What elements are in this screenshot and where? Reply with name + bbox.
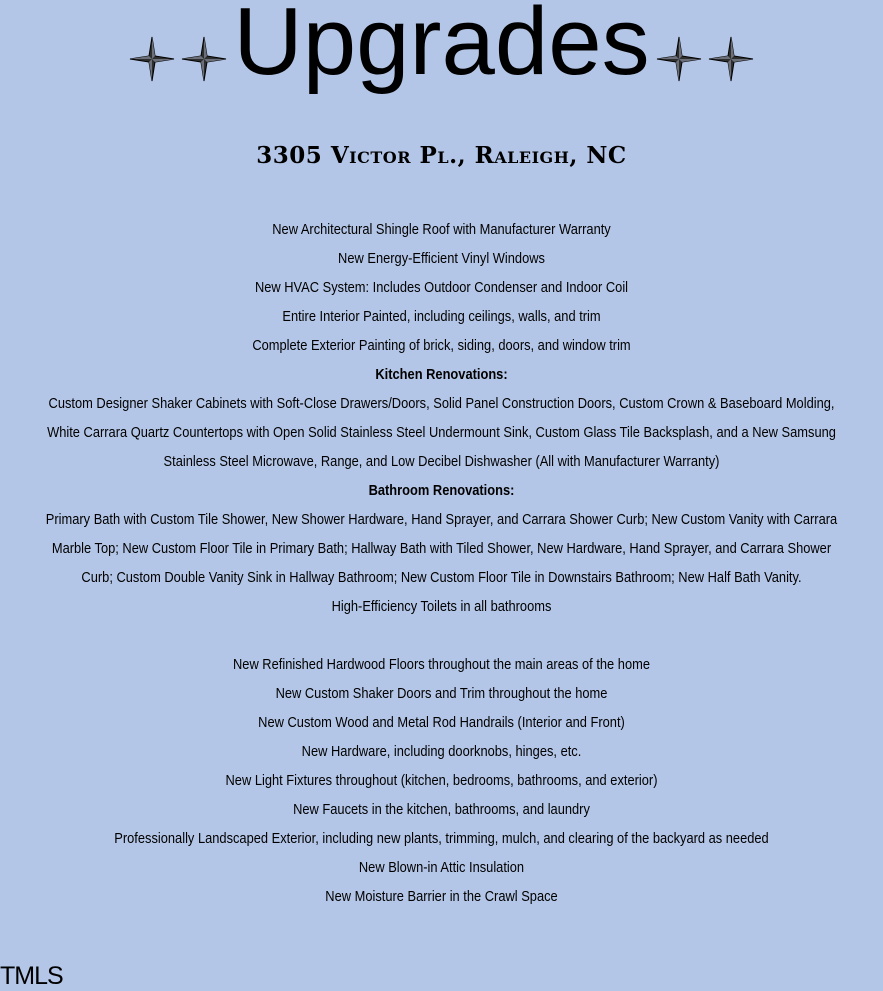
list-item: New Blown-in Attic Insulation <box>358 860 525 876</box>
list-item: New Hardware, including doorknobs, hinges, etc. <box>301 744 582 760</box>
four-point-star-icon <box>656 36 702 82</box>
title-row <box>0 0 883 100</box>
right-stars <box>656 36 754 82</box>
mls-watermark: TMLS <box>0 962 63 990</box>
kitchen-heading: Kitchen Renovations: <box>375 367 508 383</box>
list-item: Entire Interior Painted, including ceilings, walls, and trim <box>282 309 601 325</box>
four-point-star-icon <box>181 36 227 82</box>
upgrades-list <box>44 216 839 912</box>
bathroom-line: Marble Top; New Custom Floor Tile in Primary Bath; Hallway Bath with Tiled Shower, New Hardware, Hand Sprayer, and Carrara Shower <box>51 541 832 557</box>
list-item: Complete Exterior Painting of brick, siding, doors, and window trim <box>252 338 631 354</box>
bathroom-heading: Bathroom Renovations: <box>368 483 515 499</box>
list-item: New Custom Wood and Metal Rod Handrails (Interior and Front) <box>258 715 625 731</box>
four-point-star-icon <box>708 36 754 82</box>
list-item: New Moisture Barrier in the Crawl Space <box>325 889 558 905</box>
list-item: New Light Fixtures throughout (kitchen, bedrooms, bathrooms, and exterior) <box>225 773 658 789</box>
list-item: New Energy-Efficient Vinyl Windows <box>338 251 545 267</box>
kitchen-line: Stainless Steel Microwave, Range, and Low Decibel Dishwasher (All with Manufacturer Warranty) <box>163 454 720 470</box>
list-item: New HVAC System: Includes Outdoor Condenser and Indoor Coil <box>254 280 629 296</box>
bathroom-line: Curb; Custom Double Vanity Sink in Hallway Bathroom; New Custom Floor Tile in Downstairs Bathroom; New Half Bath Vanity. <box>81 570 802 586</box>
list-item: New Custom Shaker Doors and Trim throughout the home <box>275 686 608 702</box>
kitchen-line: Custom Designer Shaker Cabinets with Soft-Close Drawers/Doors, Solid Panel Construction Doors, Custom Crown & Baseboard Molding, <box>48 396 835 412</box>
kitchen-line: White Carrara Quartz Countertops with Open Solid Stainless Steel Undermount Sink, Custom Glass Tile Backsplash, and a New Samsung <box>47 425 836 441</box>
list-item: New Refinished Hardwood Floors throughout the main areas of the home <box>232 657 650 673</box>
four-point-star-icon <box>129 36 175 82</box>
bathroom-line: Primary Bath with Custom Tile Shower, New Shower Hardware, Hand Sprayer, and Carrara Shower Curb; New Custom Vanity with Carrara <box>45 512 838 528</box>
property-address: 3305 Victor Pl., Raleigh, NC <box>256 142 627 169</box>
list-item: New Architectural Shingle Roof with Manufacturer Warranty <box>272 222 611 238</box>
list-item: Professionally Landscaped Exterior, including new plants, trimming, mulch, and clearing of the backyard as needed <box>114 831 769 847</box>
page-title: Upgrades <box>233 0 650 95</box>
left-stars <box>129 36 227 82</box>
list-item: New Faucets in the kitchen, bathrooms, and laundry <box>293 802 590 818</box>
spacer <box>44 622 839 651</box>
bathroom-line: High-Efficiency Toilets in all bathrooms <box>331 599 552 615</box>
